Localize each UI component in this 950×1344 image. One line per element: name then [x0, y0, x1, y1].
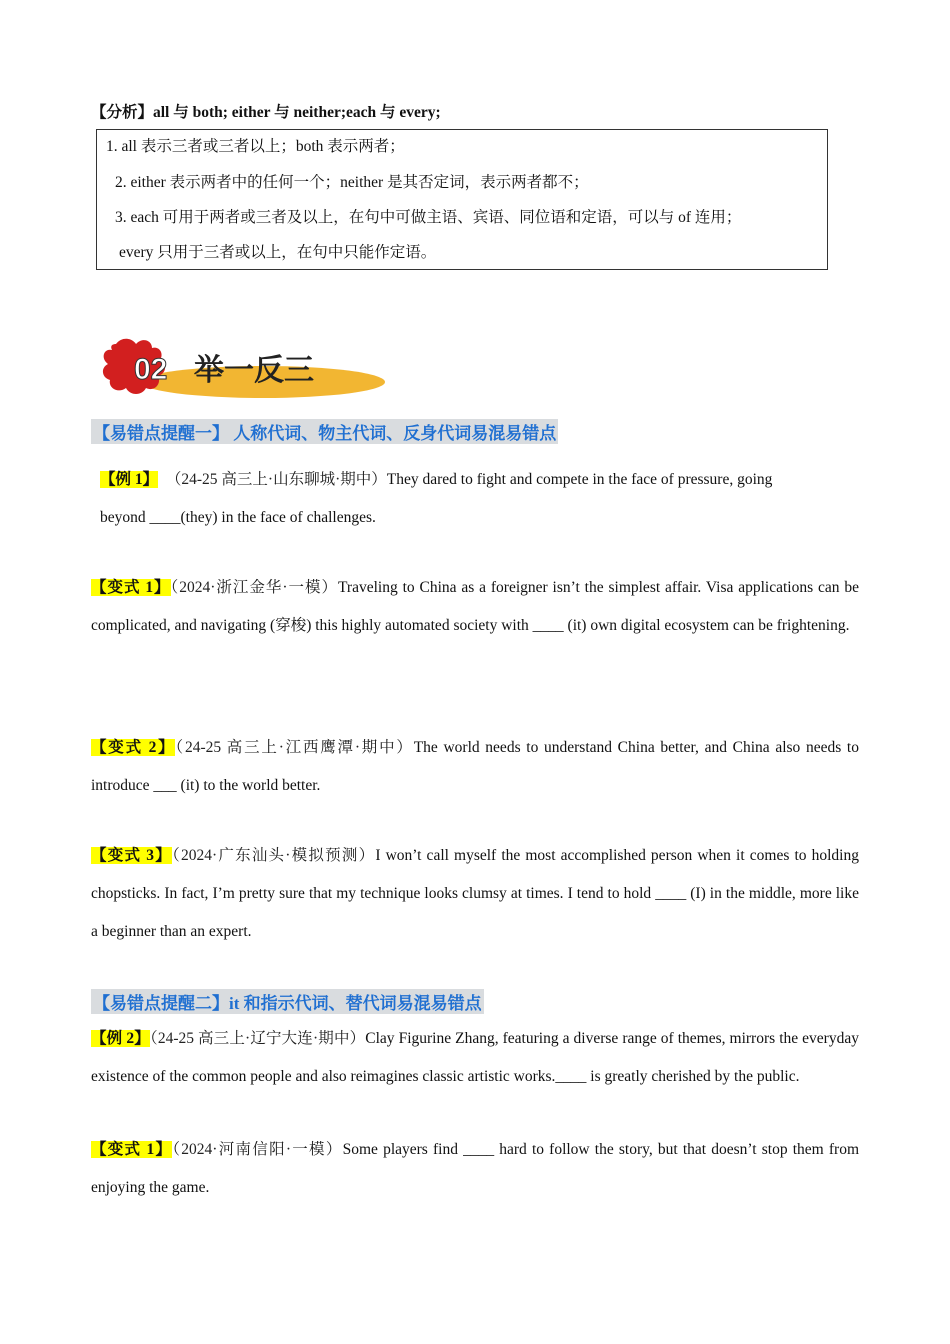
section-banner — [98, 334, 388, 404]
analysis-line-2: 2. either 表示两者中的任何一个；neither 是其否定词，表示两者都不； — [115, 174, 589, 191]
variant-2-text: The world needs to understand China better, and China also needs to introduce ___ (it) to the world better. — [91, 739, 859, 794]
analysis-box — [96, 129, 828, 270]
variant-3-source: （2024·广东汕头·模拟预测） — [172, 847, 376, 864]
example-1-line-2: beyond ____(they) in the face of challenges. — [100, 509, 376, 526]
tip-heading-2: 【易错点提醒二】it 和指示代词、替代词易混易错点 — [91, 989, 484, 1014]
variant-1-text: Traveling to China as a foreigner isn’t the simplest affair. Visa applications can be complicated, and navigating (穿梭) this highly automated society with ____ (it) own digital ecosystem can be frightening. — [91, 579, 859, 634]
variant-1 — [91, 569, 859, 645]
example-2-tag: 【例 2】 — [91, 1030, 150, 1047]
banner-number: 02 — [134, 353, 168, 386]
example-1-line-1: They dared to fight and compete in the face of pressure, going — [386, 471, 773, 488]
example-1-tag: 【例 1】 — [100, 471, 159, 488]
variant-4 — [91, 1131, 859, 1207]
analysis-line-3: 3. each 可用于两者或三者及以上，在句中可做主语、宾语、同位语和定语，可以与 of 连用； — [115, 209, 742, 226]
variant-2-source: （24-25 高三上·江西鹰潭·期中） — [175, 739, 414, 756]
example-2 — [91, 1020, 859, 1096]
variant-3-text: I won’t call myself the most accomplished person when it comes to holding chopsticks. In fact, I’m pretty sure that my technique looks clumsy at times. I tend to hold ____ (I) in the middle, more like a beginner than an expert. — [91, 847, 859, 940]
variant-2 — [91, 729, 859, 805]
example-2-text: Clay Figurine Zhang, featuring a diverse range of themes, mirrors the everyday existence of the common people and also reimagines classic artistic works.____ is greatly cherished by the public. — [91, 1030, 859, 1085]
example-1 — [100, 461, 860, 537]
variant-4-tag: 【变式 1】 — [91, 1141, 173, 1158]
variant-1-tag: 【变式 1】 — [91, 579, 171, 596]
variant-4-text: Some players find ____ hard to follow the story, but that doesn’t stop them from enjoying the game. — [91, 1141, 859, 1196]
variant-2-tag: 【变式 2】 — [91, 739, 176, 756]
analysis-title: 【分析】all 与 both; either 与 neither;each 与 every; — [91, 104, 441, 121]
variant-4-source: （2024·河南信阳·一模） — [172, 1141, 343, 1158]
variant-3-tag: 【变式 3】 — [91, 847, 172, 864]
variant-1-source: （2024·浙江金华·一模） — [170, 579, 338, 596]
analysis-line-1: 1. all 表示三者或三者以上；both 表示两者； — [106, 138, 405, 155]
tip-heading-1: 【易错点提醒一】 人称代词、物主代词、反身代词易混易错点 — [91, 419, 558, 444]
variant-3 — [91, 837, 859, 951]
banner-graphic — [98, 334, 388, 404]
analysis-line-4: every 只用于三者或以上，在句中只能作定语。 — [119, 244, 437, 261]
banner-title: 举一反三 — [194, 353, 314, 388]
example-2-source: （24-25 高三上·辽宁大连·期中） — [149, 1030, 366, 1047]
example-1-source: （24-25 高三上·山东聊城·期中） — [165, 471, 387, 488]
